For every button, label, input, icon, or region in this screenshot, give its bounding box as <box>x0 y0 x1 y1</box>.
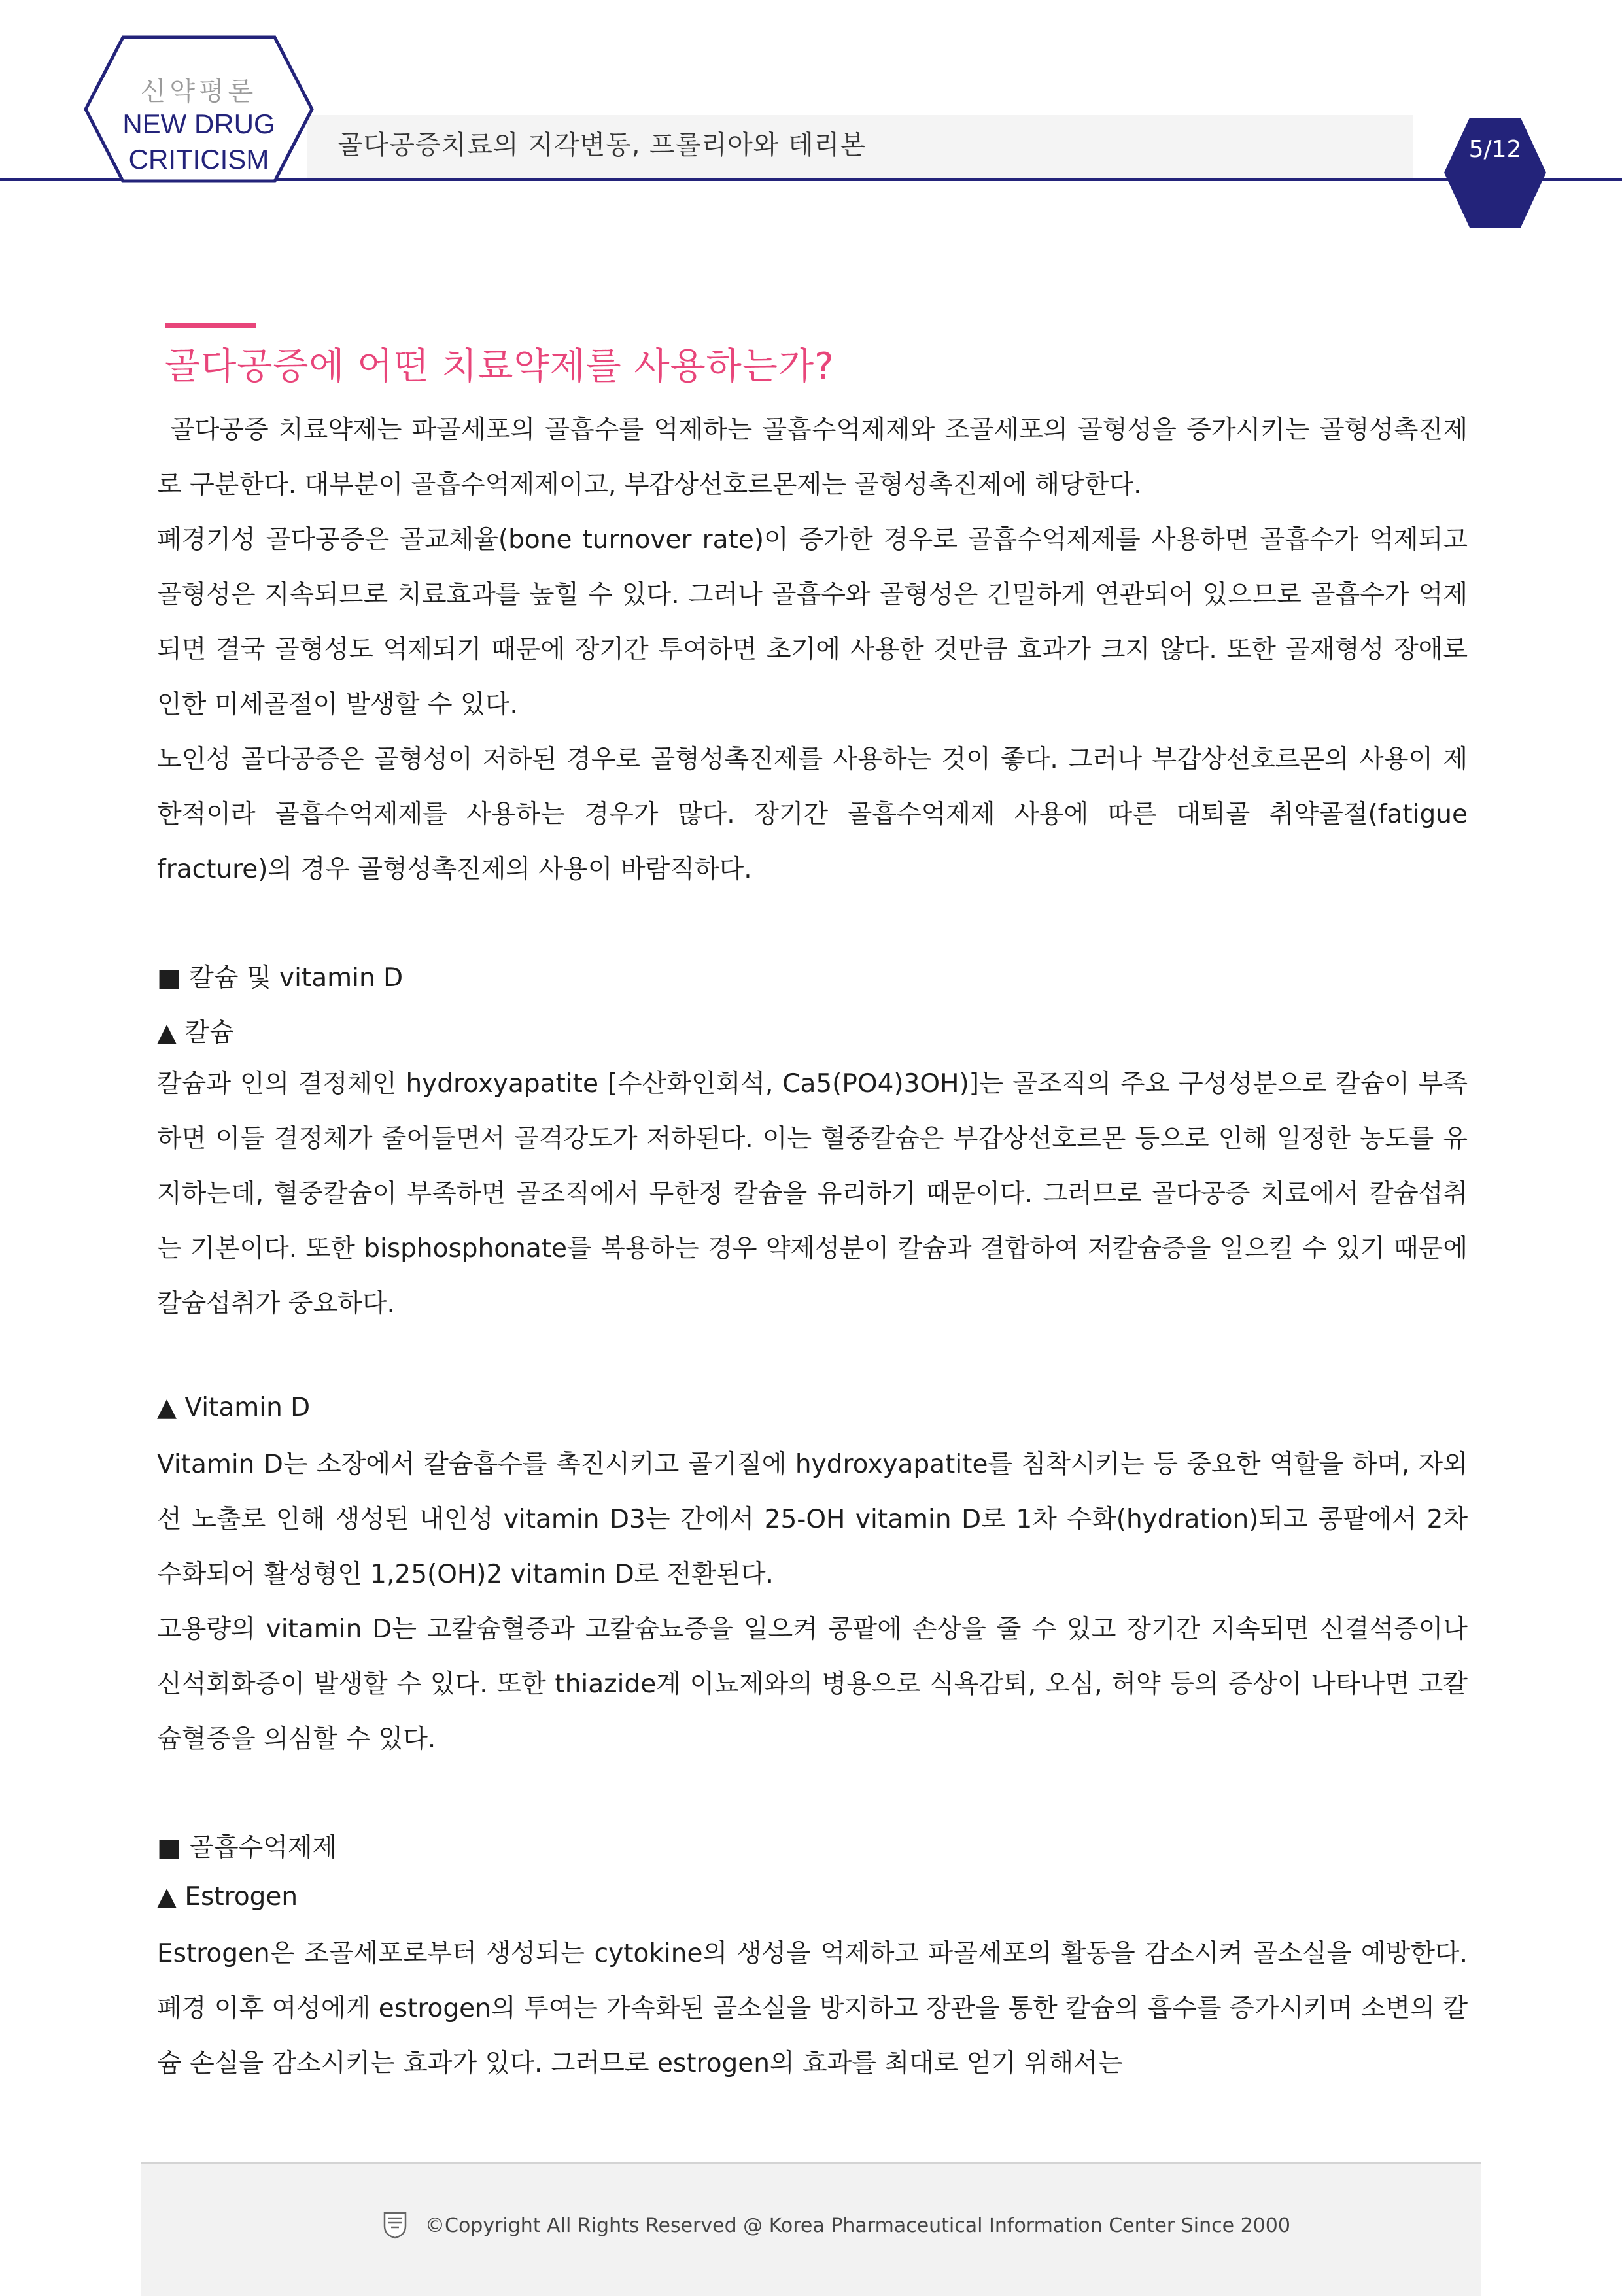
section-title: 골다공증에 어떤 치료약제를 사용하는가? <box>165 345 835 388</box>
heading-resorption-inhibitors: ■ 골흡수억제제 <box>157 1833 337 1862</box>
paragraph-vitamin-d-1: Vitamin D는 소장에서 칼슘흡수를 촉진시키고 골기질에 hydroxyapatite를 침착시키는 등 중요한 역할을 하며, 자외선 노출로 인해 생성된 내인성 vitamin D3는 간에서 25-OH vitamin D로 1차 수화(hydration)되고 콩팥에서 2차 수화되어 활성형인 1,25(OH)2 vitamin D로 전환된다. <box>157 1450 1468 1589</box>
subheading-estrogen: ▲ Estrogen <box>157 1882 298 1911</box>
paragraph-3: 노인성 골다공증은 골형성이 저하된 경우로 골형성촉진제를 사용하는 것이 좋다. 그러나 부갑상선호르몬의 사용이 제한적이라 골흡수억제제를 사용하는 경우가 많다. 장기간 골흡수억제제 사용에 따른 대퇴골 취약골절(fatigue fracture)의 경우 골형성촉진제의 사용이 바람직하다. <box>157 745 1468 884</box>
subheading-vitamin-d: ▲ Vitamin D <box>157 1393 311 1422</box>
page-number-hexagon-icon <box>1444 118 1546 228</box>
paragraph-calcium: 칼슘과 인의 결정체인 hydroxyapatite [수산화인회석, Ca5(PO4)3OH)]는 골조직의 주요 구성성분으로 칼슘이 부족하면 이들 결정체가 줄어들면서 골격강도가 저하된다. 이는 혈중칼슘은 부갑상선호르몬 등으로 인해 일정한 농도를 유지하는데, 혈중칼슘이 부족하면 골조직에서 무한정 칼슘을 유리하기 때문이다. 그러므로 골다공증 치료에서 칼슘섭취는 기본이다. 또한 bisphosphonate를 복용하는 경우 약제성분이 칼슘과 결합하여 저칼슘증을 일으킬 수 있기 때문에 칼슘섭취가 중요하다. <box>157 1069 1468 1318</box>
document-title: 골다공증치료의 지각변동, 프롤리아와 테리본 <box>337 130 867 160</box>
paragraph-estrogen: Estrogen은 조골세포로부터 생성되는 cytokine의 생성을 억제하고 파골세포의 활동을 감소시켜 골소실을 예방한다. 폐경 이후 여성에게 estrogen의 투여는 가속화된 골소실을 방지하고 장관을 통한 칼슘의 흡수를 증가시키며 소변의 칼슘 손실을 감소시키는 효과가 있다. 그러므로 estrogen의 효과를 최대로 얻기 위해서는 <box>157 1939 1468 2078</box>
logo-english-line1: NEW DRUG <box>122 109 275 139</box>
logo <box>84 35 314 183</box>
page-number: 5/12 <box>1468 136 1522 163</box>
paragraph-vitamin-d-2: 고용량의 vitamin D는 고칼슘혈증과 고칼슘뇨증을 일으켜 콩팥에 손상을 줄 수 있고 장기간 지속되면 신결석증이나 신석회화증이 발생할 수 있다. 또한 thiazide계 이뇨제와의 병용으로 식욕감퇴, 오심, 허약 등의 증상이 나타나면 고칼슘혈증을 의심할 수 있다. <box>157 1615 1468 1754</box>
logo-korean-text: 신약평론 <box>140 77 258 107</box>
shield-emblem-icon <box>382 2210 408 2239</box>
subheading-calcium: ▲ 칼슘 <box>157 1018 234 1048</box>
logo-english-line2: CRITICISM <box>128 144 269 175</box>
copyright-text: ©Copyright All Rights Reserved @ Korea Pharmaceutical Information Center Since 2000 <box>425 2214 1290 2237</box>
paragraph-1: 골다공증 치료약제는 파골세포의 골흡수를 억제하는 골흡수억제제와 조골세포의 골형성을 증가시키는 골형성촉진제로 구분한다. 대부분이 골흡수억제제이고, 부갑상선호르몬제는 골형성촉진제에 해당한다. <box>157 415 1468 500</box>
paragraph-2: 폐경기성 골다공증은 골교체율(bone turnover rate)이 증가한 경우로 골흡수억제제를 사용하면 골흡수가 억제되고 골형성은 지속되므로 치료효과를 높힐 수 있다. 그러나 골흡수와 골형성은 긴밀하게 연관되어 있으므로 골흡수가 억제되면 결국 골형성도 억제되기 때문에 장기간 투여하면 초기에 사용한 것만큼 효과가 크지 않다. 또한 골재형성 장애로 인한 미세골절이 발생할 수 있다. <box>157 525 1468 719</box>
heading-calcium-vitamin-d: ■ 칼슘 및 vitamin D <box>157 963 404 993</box>
section-accent-bar <box>165 323 256 328</box>
